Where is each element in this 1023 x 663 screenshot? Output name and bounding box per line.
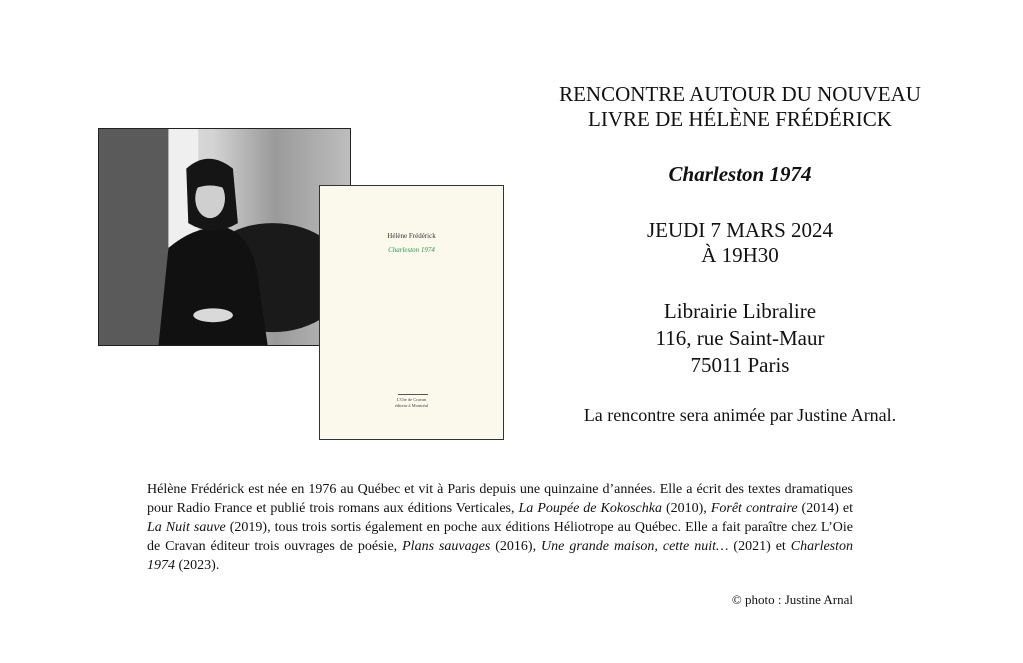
book-title: Charleston 1974: [668, 162, 812, 186]
event-time: À 19H30: [701, 243, 779, 267]
bio-text: (2016),: [490, 539, 542, 554]
venue-street: 116, rue Saint-Maur: [655, 326, 825, 350]
headline-line-2: LIVRE DE HÉLÈNE FRÉDÉRICK: [588, 107, 892, 131]
bio-text: (2010),: [661, 501, 711, 516]
event-headline: [520, 82, 960, 132]
bio-text: (2019), tous trois sortis également en poche aux éditions Héliotrope au Québec. Elle a fait paraître chez L’Oie de Cravan éditeur trois ouvrages de poésie,: [147, 520, 853, 554]
bio-text: Hélène Frédérick est née en 1976 au Québec et vit à Paris depuis une quinzaine d’années. Elle a écrit des textes dramatiques pour Radio France et publié trois romans aux éditions Verticales,: [147, 482, 853, 516]
bio-book-title: La Nuit sauve: [147, 520, 226, 535]
author-photo: [98, 128, 351, 346]
cover-author: Hélène Frédérick: [387, 232, 436, 240]
cover-rule: [398, 394, 428, 395]
author-portrait-image: [99, 129, 350, 345]
bio-text: (2021) et: [728, 539, 791, 554]
headline-line-1: RENCONTRE AUTOUR DU NOUVEAU: [559, 82, 921, 106]
photo-credit: © photo : Justine Arnal: [731, 592, 853, 607]
event-day: JEUDI 7 MARS 2024: [646, 218, 834, 242]
bio-book-title: Une grande maison, cette nuit…: [541, 539, 729, 554]
author-bio: [147, 480, 853, 575]
event-date: [520, 218, 960, 268]
cover-title: Charleston 1974: [388, 246, 435, 254]
bio-book-title: Forêt contraire: [710, 501, 798, 516]
bio-book-title: La Poupée de Kokoschka: [518, 501, 662, 516]
bio-text: (2014) et: [797, 501, 853, 516]
venue-name: Librairie Libralire: [663, 299, 817, 323]
bio-book-title: Plans sauvages: [402, 539, 491, 554]
venue-city: 75011 Paris: [690, 353, 790, 377]
event-host: La rencontre sera animée par Justine Arnal.: [583, 405, 897, 425]
event-venue: [520, 298, 960, 379]
book-cover: [319, 185, 504, 440]
bio-text: (2023).: [175, 558, 220, 573]
cover-publisher-line-1: L'Oie de Cravan: [396, 397, 427, 402]
bio-book-title: Charleston 1974: [147, 539, 854, 573]
cover-publisher-line-2: éditeur à Montréal: [394, 403, 429, 408]
